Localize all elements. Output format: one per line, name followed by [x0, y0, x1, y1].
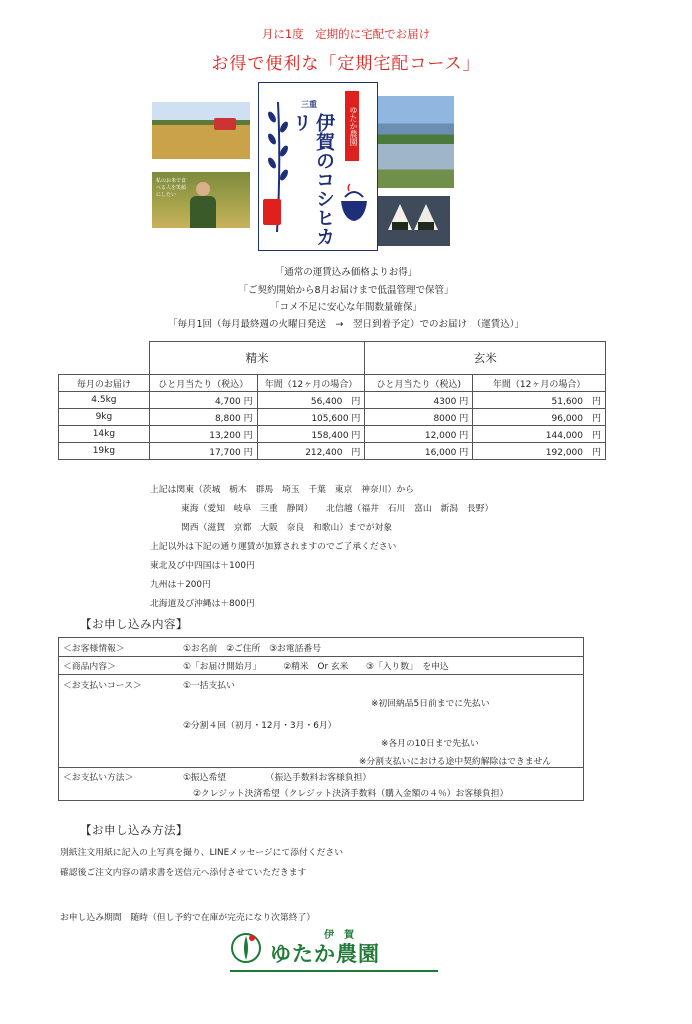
table-cell: 192,000 円: [473, 443, 606, 460]
logo-small-text: 伊 賀: [324, 930, 354, 941]
table-cell: 56,400 円: [257, 392, 365, 409]
farmer-caption: 私のお米で食べる人を笑顔にしたい: [156, 178, 187, 198]
how-to-line-1: 別紙注文用紙に記入の上写真を撮り、LINEメッセージにて添付ください: [60, 848, 344, 858]
poster-product-text: 伊賀のコシヒカリ: [290, 113, 335, 246]
note-line: 東海（愛知 岐阜 三重 静岡） 北信越（福井 石川 富山 新潟 長野）: [181, 504, 494, 514]
how-to-line-2: 確認後ご注文内容の請求書を送信元へ添付させていただきます: [60, 868, 307, 878]
table-row: [59, 409, 606, 426]
column-header: 年間（12ヶ月の場合）: [473, 375, 606, 392]
note-line: 九州は＋200円: [150, 580, 211, 590]
table-cell: 4.5kg: [59, 392, 150, 409]
product-text: ①「お届け開始月」 ②精米 Or 玄米 ③「入り数」 を申込: [183, 662, 449, 672]
yutaka-farm-logo: [226, 926, 440, 972]
table-column-headers: [59, 375, 606, 392]
koshihikari-poster: [258, 82, 378, 251]
table-corner: [59, 342, 150, 375]
course-lump-sum: ①一括支払い: [183, 681, 235, 691]
table-cell: 4300 円: [365, 392, 473, 409]
table-cell: 105,600 円: [257, 409, 365, 426]
how-to-heading: 【お申し込み方法】: [80, 823, 188, 837]
table-row: [59, 392, 606, 409]
point-2: 「ご契約開始から8月お届けまで低温管理で保管」: [238, 285, 454, 296]
table-cell: 14kg: [59, 426, 150, 443]
application-period: お申し込み期間 随時（但し予約で在庫が完売になり次第終了）: [60, 913, 316, 923]
customer-text: ①お名前 ②ご住所 ③お電話番号: [183, 644, 322, 654]
table-cell: 17,700 円: [149, 443, 257, 460]
onigiri-photo: [378, 196, 450, 246]
table-cell: 8000 円: [365, 409, 473, 426]
course-installment-note: ※各月の10日まで先払い: [381, 739, 479, 749]
table-cell: 144,000 円: [473, 426, 606, 443]
column-header: 年間（12ヶ月の場合）: [257, 375, 365, 392]
method-transfer: ①振込希望 （振込手数料お客様負担）: [183, 773, 372, 783]
table-cell: 16,000 円: [365, 443, 473, 460]
note-line: 関西（滋賀 京都 大阪 奈良 和歌山）までが対象: [181, 523, 393, 533]
table-cell: 158,400 円: [257, 426, 365, 443]
poster-stamp: [263, 199, 281, 225]
table-cell: 19kg: [59, 443, 150, 460]
page-title: お得で便利な「定期宅配コース」: [211, 54, 481, 74]
course-installment-note-2: ※分割支払いにおける途中契約解除はできません: [359, 757, 552, 767]
note-line: 東北及び中四国は＋100円: [150, 561, 255, 571]
table-cell: 13,200 円: [149, 426, 257, 443]
table-cell: 51,600 円: [473, 392, 606, 409]
point-4: 「毎月1回（毎月最終週の火曜日発送 → 翌日到着予定）でのお届け （運賃込）」: [167, 319, 524, 330]
course-label: ＜お支払いコース＞: [63, 681, 142, 691]
poster-tag-text: ゆたか農園: [345, 91, 359, 161]
table-cell: 8,800 円: [149, 409, 257, 426]
customer-label: ＜お客様情報＞: [63, 644, 125, 654]
table-cell: 212,400 円: [257, 443, 365, 460]
price-table: [58, 341, 606, 460]
application-heading: 【お申し込み内容】: [80, 617, 188, 631]
method-credit: ②クレジット決済希望（クレジット決済手数料（購入金額の４％）お客様負担）: [193, 789, 509, 799]
product-label: ＜商品内容＞: [63, 662, 116, 672]
point-3: 「コメ不足に安心な年間数量確保」: [269, 302, 422, 313]
header-brown-rice: 玄米: [365, 342, 606, 375]
note-line: 上記以外は下記の通り運賃が加算されますのでご了承ください: [150, 542, 397, 552]
subtitle: 月に1度 定期的に宅配でお届け: [261, 27, 431, 41]
course-lump-sum-note: ※初回納品5日前までに先払い: [371, 699, 490, 709]
column-header: 毎月のお届け: [59, 375, 150, 392]
course-installment: ②分割４回（初月・12月・3月・6月）: [183, 721, 337, 731]
column-header: ひと月当たり（税込）: [149, 375, 257, 392]
farm-emblem-icon: [230, 930, 262, 966]
table-cell: 96,000 円: [473, 409, 606, 426]
rice-field-harvest-photo: [152, 102, 250, 159]
point-1: 「通常の運賃込み価格よりお得」: [274, 267, 418, 278]
logo-name: ゆたか農園: [270, 942, 380, 966]
column-header: ひと月当たり（税込): [365, 375, 473, 392]
note-line: 上記は関東（茨城 栃木 群馬 埼玉 千葉 東京 神奈川）から: [150, 485, 414, 495]
rice-bowl-icon: [337, 183, 371, 225]
application-form-box: [58, 637, 584, 801]
table-row: [59, 426, 606, 443]
header-polished-rice: 精米: [149, 342, 365, 375]
poster-region-text: 三重: [301, 100, 317, 109]
table-cell: 9kg: [59, 409, 150, 426]
table-cell: 4,700 円: [149, 392, 257, 409]
table-cell: 12,000 円: [365, 426, 473, 443]
note-line: 北海道及び沖縄は＋800円: [150, 599, 255, 609]
farmer-photo: [152, 172, 250, 228]
method-label: ＜お支払い方法＞: [63, 773, 134, 783]
table-row: [59, 443, 606, 460]
paddy-field-photo: [378, 96, 454, 188]
